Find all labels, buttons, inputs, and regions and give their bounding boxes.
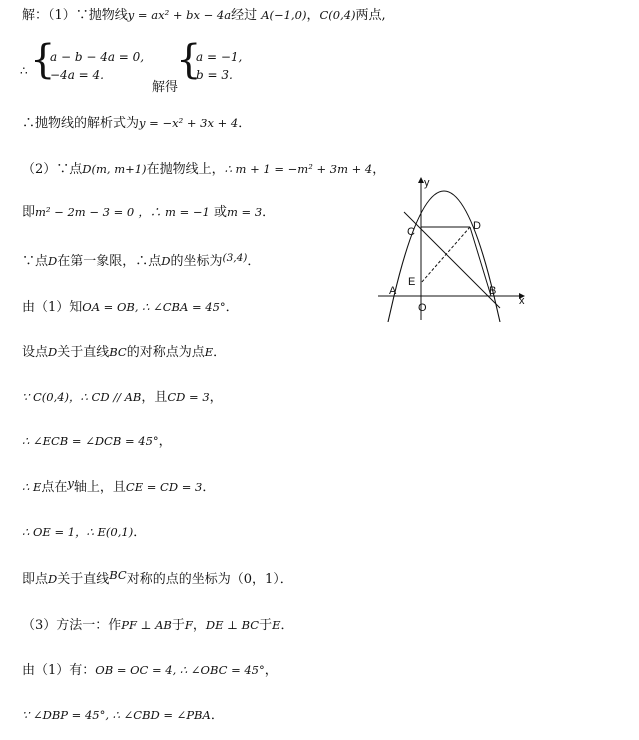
solution-line-15 <box>22 661 278 680</box>
point-a: A(−1,0) <box>261 8 307 22</box>
solution-line-4 <box>22 160 385 179</box>
label-y: y <box>424 177 430 189</box>
from-part1-text: 由（1）知 <box>22 300 83 315</box>
angle-dbp-equation: ∵ ∠DBP = 45°, ∴ ∠CBD = ∠PBA <box>22 708 211 722</box>
two-points-text: 两点, <box>355 8 386 23</box>
line-bc <box>404 212 500 308</box>
let-point-text: 设点 <box>22 345 49 360</box>
solution-line-8 <box>22 343 226 362</box>
solution-line-11 <box>22 478 215 497</box>
period: ． <box>210 708 224 723</box>
label-a: A <box>389 285 397 297</box>
period: ． <box>262 205 276 220</box>
part1-label: 解：（1）∵抛物线 <box>22 8 128 23</box>
letter-y: y <box>67 476 74 490</box>
letter-e: E <box>272 618 281 632</box>
point-d-coordinate: (3,4) <box>222 252 248 264</box>
point-on-text: 点在 <box>41 480 68 495</box>
comma: ， <box>158 434 172 449</box>
parabola-figure <box>378 172 530 322</box>
system2-eq-b: b = 3. <box>196 68 233 82</box>
root-m-neg1: ，∴ m = −1 <box>138 205 210 219</box>
solution-line-16 <box>22 706 224 725</box>
comma: ， <box>209 390 223 405</box>
system2-eq-a: a = −1, <box>196 50 243 64</box>
separator: ， <box>192 618 206 633</box>
symmetric-point-text: 的对称点为点 <box>126 345 205 360</box>
part2-label: （2）∵点 <box>22 162 83 177</box>
coordinate-is-text: 的坐标为 <box>170 254 223 269</box>
or-text: 或 <box>213 205 227 220</box>
label-c: C <box>407 226 415 238</box>
period: ． <box>225 300 239 315</box>
letter-d: D <box>48 572 58 586</box>
point-e-coordinate: ，∴ E(0,1) <box>75 525 134 539</box>
parabola-equation: y = ax² + bx − 4a <box>127 8 232 22</box>
therefore-symbol: ∴ <box>20 64 28 78</box>
label-o: O <box>418 302 427 314</box>
system1-eq-a: a − b − 4a = 0, <box>50 50 145 64</box>
system1-eq-b: −4a = 4. <box>50 68 104 82</box>
m-equation: ∴ m + 1 = −m² + 3m + 4 <box>224 162 373 176</box>
letter-d: D <box>48 345 58 359</box>
solution-line-6 <box>22 252 260 271</box>
from-part1-have-text: 由（1）有： <box>22 663 96 678</box>
solution-line-14 <box>22 616 294 635</box>
ce-cd-equation: CE = CD = 3 <box>125 480 203 494</box>
left-brace-1: { <box>30 37 56 83</box>
solution-line-5 <box>22 203 275 222</box>
letter-f: F <box>184 618 193 632</box>
about-line-text: 关于直线 <box>57 572 110 587</box>
label-e: E <box>408 276 416 288</box>
label-b: B <box>489 285 497 297</box>
pf-perpendicular-ab: PF ⊥ AB <box>121 618 172 632</box>
left-brace-2: { <box>176 37 202 83</box>
on-parabola-text: 在抛物线上， <box>146 162 225 177</box>
solution-line-10 <box>22 432 172 451</box>
oe-length: ∴ OE = 1 <box>22 525 76 539</box>
analytic-text: ∴抛物线的解析式为 <box>22 116 140 131</box>
passes-through-text: 经过 <box>231 8 258 23</box>
label-d: D <box>473 220 481 232</box>
symmetric-coordinate-text: 对称的点的坐标为（0，1）． <box>126 572 293 587</box>
first-quadrant-text: 在第一象限，∴点 <box>57 254 162 269</box>
parabola-diagram <box>378 172 530 322</box>
ob-oc-equation: OB = OC = 4, ∴ ∠OBC = 45° <box>95 663 265 677</box>
line-db <box>470 227 491 296</box>
axis-and-text: 轴上，且 <box>73 480 126 495</box>
point-d-param: D(m, m+1) <box>82 162 147 176</box>
solution-line-9 <box>22 388 223 407</box>
about-line-text: 关于直线 <box>57 345 110 360</box>
namely-point-text: 即点 <box>22 572 49 587</box>
period: ． <box>202 480 216 495</box>
cd-parallel-ab: ，∴ CD // AB <box>69 390 142 404</box>
angle-ecb-equation: ∴ ∠ECB = ∠DCB = 45° <box>22 434 159 448</box>
letter-d: D <box>161 254 171 268</box>
root-m-3: m = 3 <box>227 205 263 219</box>
period: ． <box>280 618 294 633</box>
at-text: 于 <box>171 618 185 633</box>
period: ． <box>238 116 252 131</box>
therefore-e: ∴ E <box>22 480 42 494</box>
solution-line-12 <box>22 523 146 542</box>
label-x: x <box>519 295 525 307</box>
de-perpendicular-bc: DE ⊥ BC <box>205 618 260 632</box>
solution-line-3 <box>22 114 251 133</box>
namely-text: 即 <box>22 205 36 220</box>
because-point-text: ∵点 <box>22 254 49 269</box>
and-text: ，且 <box>141 390 168 405</box>
cd-length: CD = 3 <box>167 390 210 404</box>
separator: ， <box>306 8 320 23</box>
period: ． <box>247 254 261 269</box>
part3-method1-text: （3）方法一：作 <box>22 618 122 633</box>
parabola-curve <box>388 191 500 322</box>
solution-line-7 <box>22 298 239 317</box>
solution-line-13 <box>22 570 293 589</box>
point-c-coordinate: ∵ C(0,4) <box>22 390 70 404</box>
line-bc: BC <box>109 345 127 359</box>
point-c: C(0,4) <box>319 8 356 22</box>
solution-line-1 <box>22 6 386 25</box>
solve-text: 解得 <box>152 80 179 95</box>
period: ． <box>213 345 227 360</box>
comma: ， <box>372 162 386 177</box>
period: ． <box>133 525 147 540</box>
line-de-dashed <box>421 227 470 283</box>
angle-cba-equation: OA = OB, ∴ ∠CBA = 45° <box>82 300 226 314</box>
comma: ， <box>264 663 278 678</box>
parabola-analytic-equation: y = −x² + 3x + 4 <box>139 116 239 130</box>
letter-d: D <box>48 254 58 268</box>
letter-e: E <box>204 345 214 359</box>
quadratic-equation: m² − 2m − 3 = 0 <box>35 205 135 219</box>
at-text: 于 <box>259 618 273 633</box>
line-bc: BC <box>109 568 127 582</box>
